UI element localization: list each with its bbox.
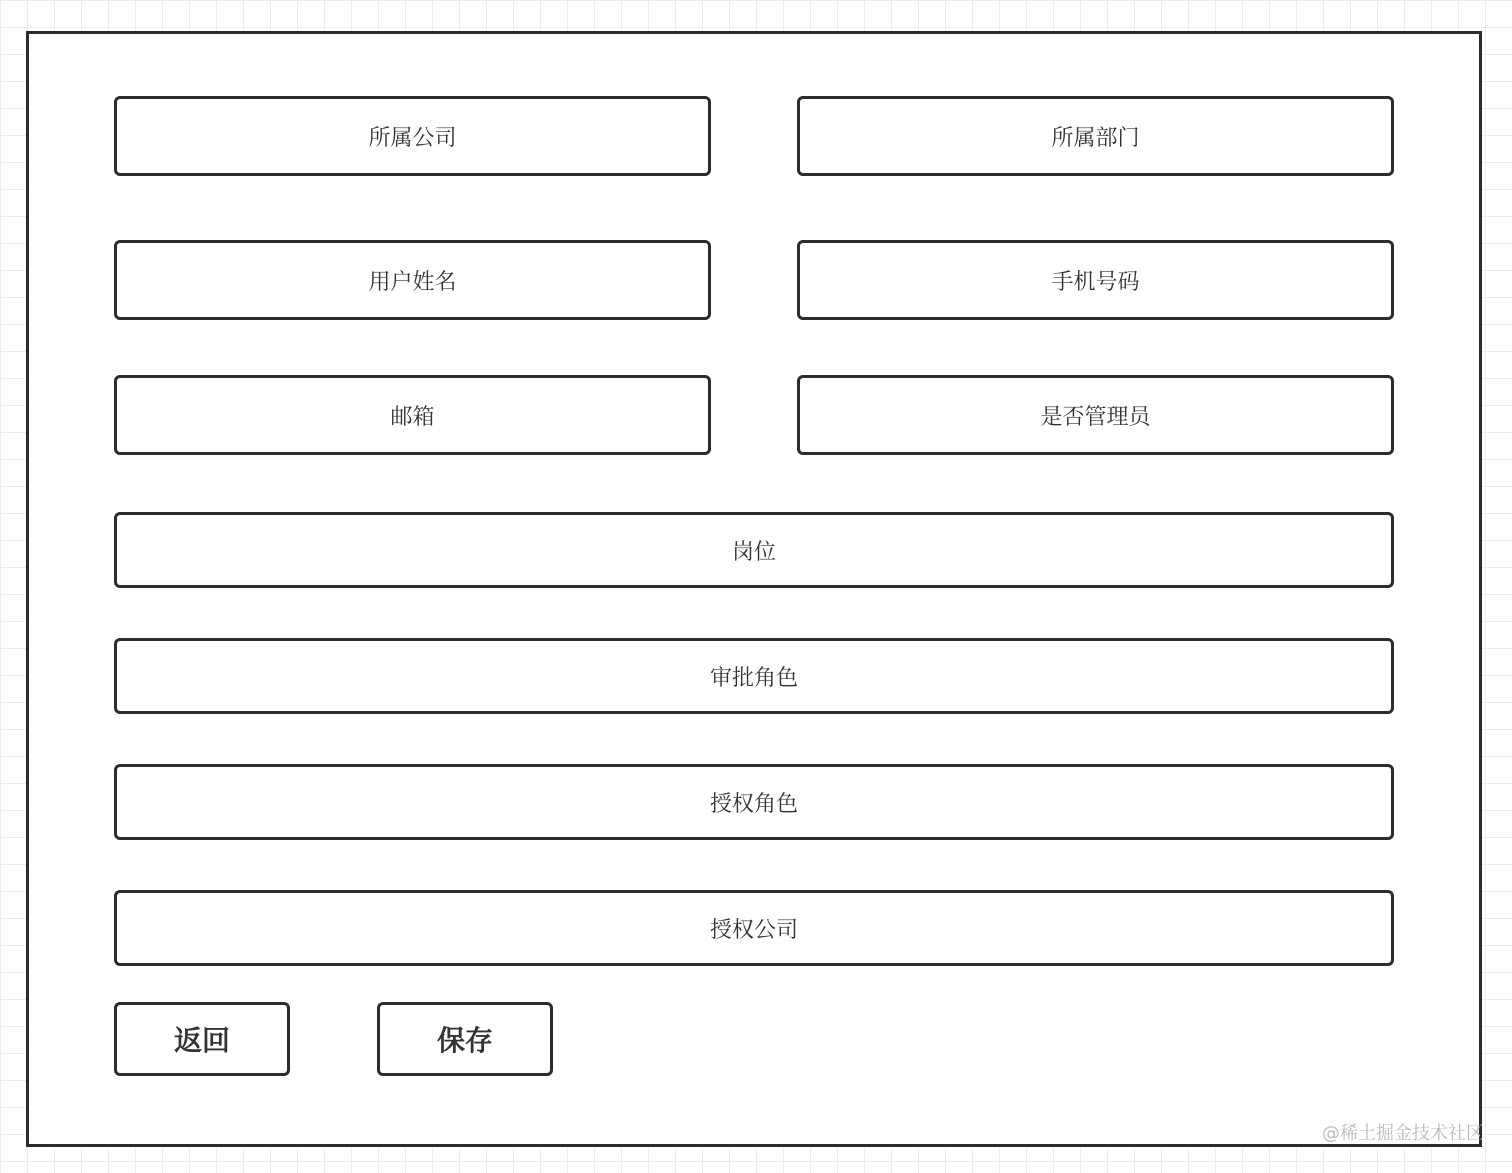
- auth-company-field[interactable]: 授权公司: [114, 890, 1394, 966]
- approval-role-field[interactable]: 审批角色: [114, 638, 1394, 714]
- username-field[interactable]: 用户姓名: [114, 240, 711, 320]
- save-button[interactable]: 保存: [377, 1002, 553, 1076]
- auth-role-field[interactable]: 授权角色: [114, 764, 1394, 840]
- form-frame: [26, 31, 1482, 1147]
- phone-field[interactable]: 手机号码: [797, 240, 1394, 320]
- watermark: @稀土掘金技术社区: [1322, 1123, 1484, 1144]
- email-field[interactable]: 邮箱: [114, 375, 711, 455]
- back-button[interactable]: 返回: [114, 1002, 290, 1076]
- is-admin-field[interactable]: 是否管理员: [797, 375, 1394, 455]
- position-field[interactable]: 岗位: [114, 512, 1394, 588]
- department-field[interactable]: 所属部门: [797, 96, 1394, 176]
- company-field[interactable]: 所属公司: [114, 96, 711, 176]
